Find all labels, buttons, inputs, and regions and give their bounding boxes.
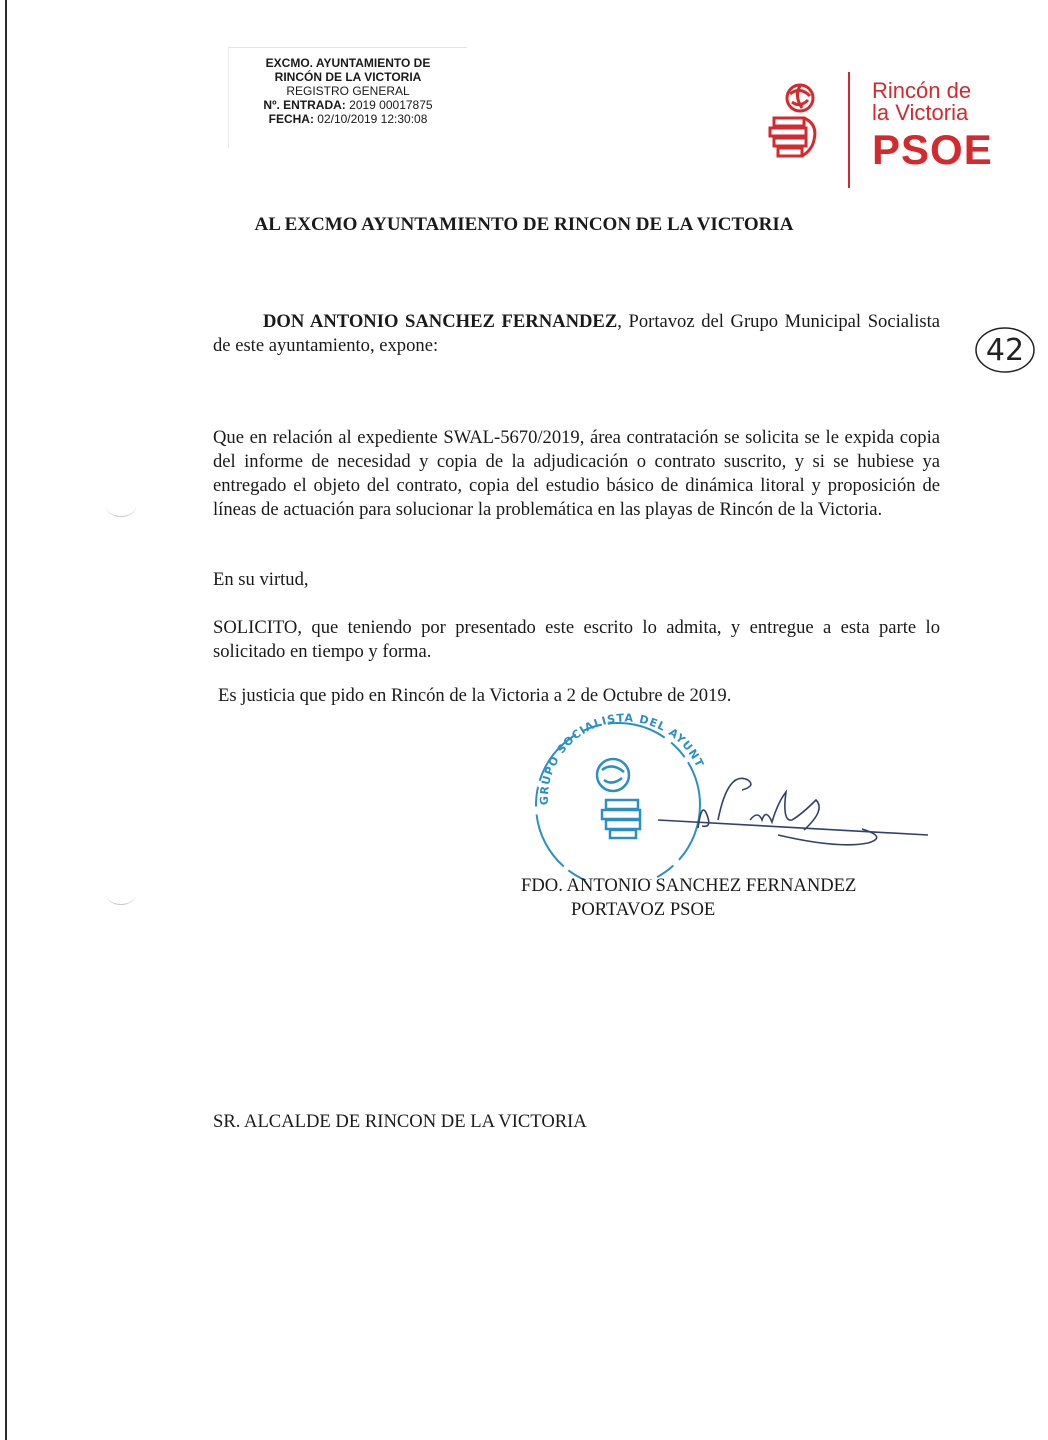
logo-divider [848, 72, 850, 188]
signature-text: A. Sanchez [728, 828, 734, 829]
punch-hole-mark [106, 496, 136, 517]
request-paragraph: SOLICITO, que teniendo por presentado este escrito lo admita, y entregue a esta parte lo solicitado en tiempo y forma. [213, 617, 940, 662]
intro-rest: , Portavoz del Grupo Municipal Socialista de este ayuntamiento, expone: [213, 311, 941, 356]
closing-line: Es justicia que pido en Rincón de la Victoria a 2 de Octubre de 2019. [218, 685, 732, 706]
intro-paragraph [213, 310, 940, 358]
seal-text: GRUPO SOCIALISTA DEL AYUNT [537, 711, 707, 806]
rose-fist-icon [760, 80, 830, 160]
document-title: AL EXCMO AYUNTAMIENTO DE RINCON DE LA VICTORIA [254, 214, 794, 235]
recipient: SR. ALCALDE DE RINCON DE LA VICTORIA [213, 1111, 587, 1132]
registry-date: FECHA: 02/10/2019 12:30:08 [268, 112, 428, 126]
seal-and-signature [518, 710, 938, 880]
logo-line2: la Victoria [872, 100, 969, 125]
party-seal [518, 710, 706, 880]
psoe-logo [760, 70, 1000, 190]
virtue-line: En su virtud, [213, 569, 309, 590]
signatory-role: PORTAVOZ PSOE [571, 899, 716, 920]
registry-line3: REGISTRO GENERAL [286, 84, 410, 98]
registry-line1: EXCMO. AYUNTAMIENTO DE [265, 56, 431, 70]
logo-line1: Rincón de [872, 78, 972, 103]
handwritten-page-number [973, 325, 1037, 375]
intro-name: DON ANTONIO SANCHEZ FERNANDEZ [263, 311, 618, 332]
logo-psoe: PSOE [872, 126, 993, 173]
punch-hole-mark [106, 884, 136, 905]
registry-stamp [228, 47, 467, 148]
registry-entry: Nº. ENTRADA: 2019 00017875 [263, 98, 433, 112]
body-paragraph: Que en relación al expediente SWAL-5670/2019, área contratación se solicita se le expida copia del informe de necesidad y copia de la adjudicación o contrato suscrito, y si se hubiese ya entregado el objeto del contrato, copia del estudio básico de dinámica litoral y proposición de líneas de actuación para solucionar la problemática en las playas de Rincón de la Victoria. [213, 427, 940, 520]
registry-line2: RINCÓN DE LA VICTORIA [274, 70, 422, 84]
signatory-name: FDO. ANTONIO SANCHEZ FERNANDEZ [521, 875, 857, 896]
page-number-text: 42 [985, 333, 1025, 368]
